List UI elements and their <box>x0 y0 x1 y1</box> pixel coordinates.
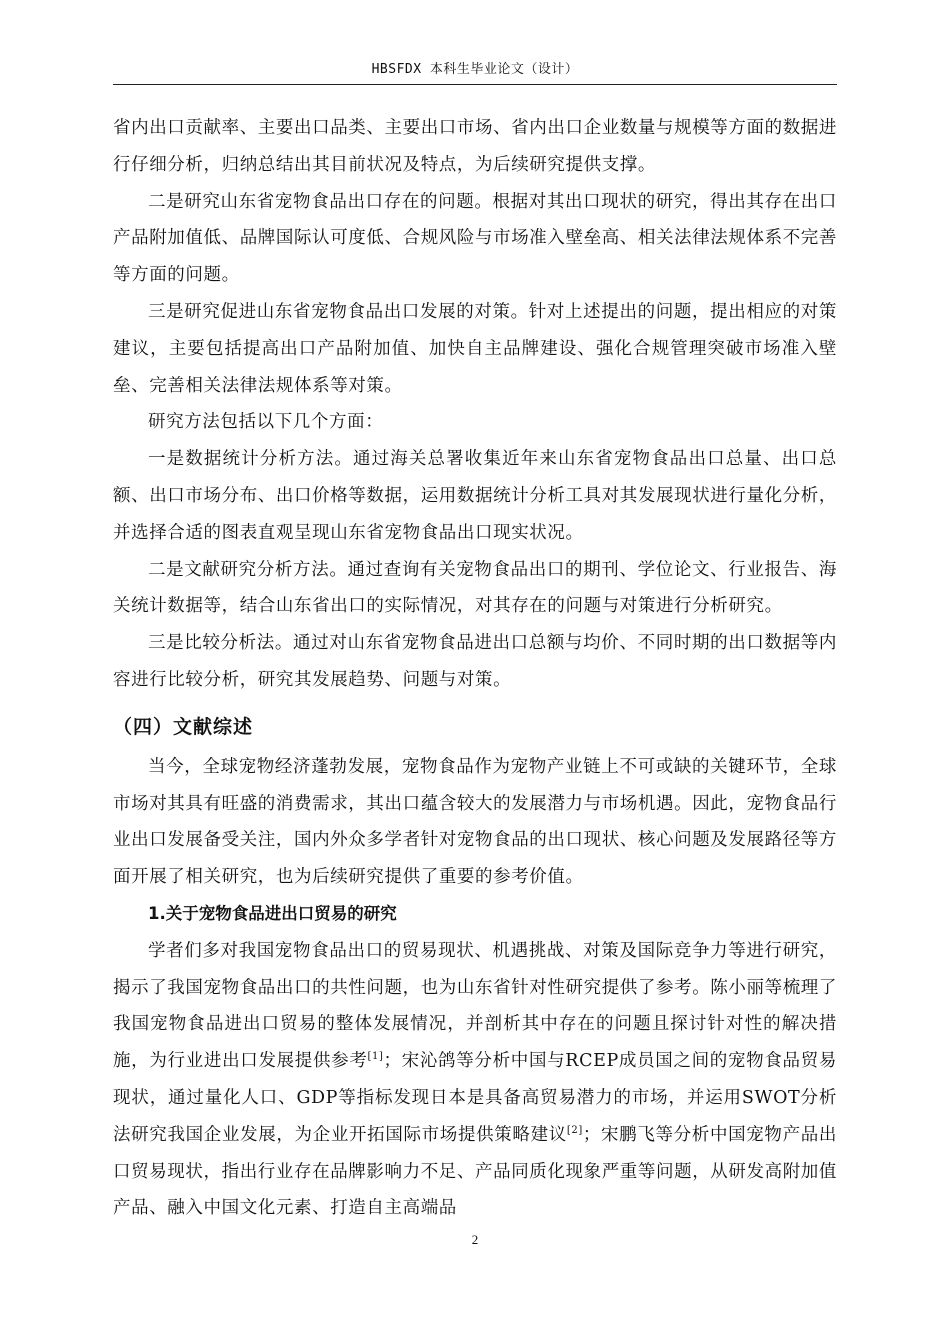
page-header: HBSFDX 本科生毕业论文（设计） <box>113 56 837 85</box>
sub-heading-trade-research: 1.关于宠物食品进出口贸易的研究 <box>148 903 397 923</box>
paragraph-research-content-3: 三是研究促进山东省宠物食品出口发展的对策。针对上述提出的问题，提出相应的对策建议，主要包括提高出口产品附加值、加快自主品牌建设、强化合规管理突破市场准入壁垒、完善相关法律法规体系等对策。 <box>113 301 837 396</box>
paragraph-method-1: 一是数据统计分析方法。通过海关总署收集近年来山东省宠物食品出口总量、出口总额、出口市场分布、出口价格等数据，运用数据统计分析工具对其发展现状进行量化分析，并选择合适的图表直观呈现山东省宠物食品出口现实状况。 <box>113 449 837 543</box>
section-heading-literature-review: （四）文献综述 <box>113 715 254 738</box>
paragraph-trade-research-part-3: ；宋鹏飞等分析中国宠物产品出口贸易现状，指出行业存在品牌影响力不足、产品同质化现象严重等问题，从研发高附加值产品、融入中国文化元素、打造自主高端品 <box>113 1124 838 1219</box>
paragraph-method-3: 三是比较分析法。通过对山东省宠物食品进出口总额与均价、不同时期的出口数据等内容进行比较分析，研究其发展趋势、问题与对策。 <box>113 633 837 690</box>
paragraph-trade-research-part-1: 学者们多对我国宠物食品出口的贸易现状、机遇挑战、对策及国际竞争力等进行研究，揭示了我国宠物食品出口的共性问题，也为山东省针对性研究提供了参考。陈小丽等梳理了我国宠物食品进出口贸易的整体发展情况，并剖析其中存在的问题且探讨针对性的解决措施，为行业进出口发展提供参考 <box>113 940 837 1072</box>
page-number: 2 <box>471 1232 479 1247</box>
paragraph-trade-research <box>113 933 837 1227</box>
body-text <box>113 110 837 1227</box>
citation-ref-2: [2] <box>566 1124 583 1136</box>
paragraph-literature-intro: 当今，全球宠物经济蓬勃发展，宠物食品作为宠物产业链上不可或缺的关键环节，全球市场对其具有旺盛的消费需求，其出口蕴含较大的发展潜力与市场机遇。因此，宠物食品行业出口发展备受关注，国内外众多学者针对宠物食品的出口现状、核心问题及发展路径等方面开展了相关研究，也为后续研究提供了重要的参考价值。 <box>113 756 837 888</box>
paragraph-trade-research-part-2: ；宋沁鸽等分析中国与RCEP成员国之间的宠物食品贸易现状，通过量化人口、GDP等指标发现日本是具备高贸易潜力的市场，并运用SWOT分析法研究我国企业发展，为企业开拓国际市场提供策略建议 <box>113 1051 837 1145</box>
paragraph-method-2: 二是文献研究分析方法。通过查询有关宠物食品出口的期刊、学位论文、行业报告、海关统计数据等，结合山东省出口的实际情况，对其存在的问题与对策进行分析研究。 <box>113 559 837 617</box>
paragraph-methods-intro: 研究方法包括以下几个方面： <box>148 412 384 433</box>
citation-ref-1: [1] <box>367 1051 384 1063</box>
paragraph-research-content-1: 省内出口贡献率、主要出口品类、主要出口市场、省内出口企业数量与规模等方面的数据进行仔细分析，归纳总结出其目前状况及特点，为后续研究提供支撑。 <box>113 118 837 175</box>
paragraph-research-content-2: 二是研究山东省宠物食品出口存在的问题。根据对其出口现状的研究，得出其存在出口产品附加值低、品牌国际认可度低、合规风险与市场准入壁垒高、相关法律法规体系不完善等方面的问题。 <box>113 191 837 286</box>
